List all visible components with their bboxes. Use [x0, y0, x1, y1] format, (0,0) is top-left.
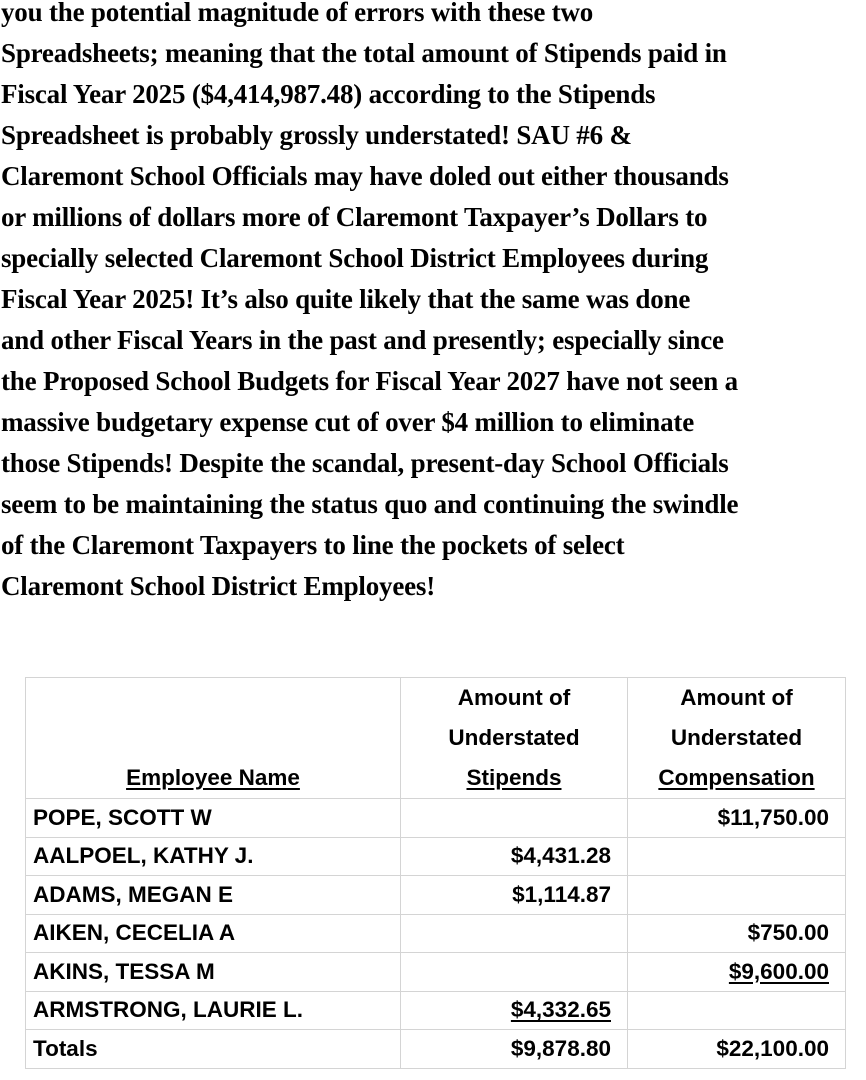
header-label: Employee Name [126, 765, 300, 790]
header-label: Understated [670, 725, 803, 750]
totals-label: Totals [26, 1030, 401, 1069]
paragraph-line: of the Claremont Taxpayers to line the pockets of select [1, 530, 625, 560]
stipend-amount [401, 991, 628, 1030]
compensation-amount [628, 991, 846, 1030]
total-compensation: $22,100.00 [628, 1030, 846, 1069]
table-row [26, 953, 846, 992]
paragraph-line: Spreadsheets; meaning that the total amount of Stipends paid in [1, 38, 727, 68]
table-row [26, 914, 846, 953]
table-row [26, 876, 846, 915]
compensation-amount [628, 837, 846, 876]
paragraph-line: and other Fiscal Years in the past and presently; especially since [1, 325, 724, 355]
paragraph-line: those Stipends! Despite the scandal, present-day School Officials [1, 448, 729, 478]
header-employee-name [26, 678, 401, 799]
header-label: Understated [448, 725, 580, 750]
paragraph-line: massive budgetary expense cut of over $4 million to eliminate [1, 407, 694, 437]
stipend-amount [401, 914, 628, 953]
employee-name: ADAMS, MEGAN E [26, 876, 401, 915]
paragraph-line: you the potential magnitude of errors with these two [1, 0, 594, 27]
compensation-amount: $750.00 [628, 914, 846, 953]
header-stipends [401, 678, 628, 799]
compensation-amount [628, 953, 846, 992]
total-stipends: $9,878.80 [401, 1030, 628, 1069]
header-label: Amount of [680, 685, 793, 710]
table-header-row [26, 678, 846, 799]
header-label: Stipends [466, 765, 562, 790]
stipend-amount: $4,431.28 [401, 837, 628, 876]
table-row [26, 991, 846, 1030]
stipend-amount [401, 953, 628, 992]
header-compensation [628, 678, 846, 799]
employee-name: POPE, SCOTT W [26, 799, 401, 838]
header-label: Compensation [658, 765, 815, 790]
table-row [26, 799, 846, 838]
stipend-amount: $1,114.87 [401, 876, 628, 915]
stipend-amount-value: $4,332.65 [510, 997, 611, 1023]
table-row [26, 837, 846, 876]
employee-name: AIKEN, CECELIA A [26, 914, 401, 953]
paragraph-line: Fiscal Year 2025! It’s also quite likely that the same was done [1, 284, 691, 314]
employee-name: AKINS, TESSA M [26, 953, 401, 992]
totals-row [26, 1030, 846, 1069]
paragraph-line: the Proposed School Budgets for Fiscal Year 2027 have not seen a [1, 366, 738, 396]
header-label: Amount of [457, 685, 571, 710]
understated-stipends-table [25, 677, 846, 1069]
paragraph-line: seem to be maintaining the status quo and continuing the swindle [1, 489, 739, 519]
compensation-amount [628, 876, 846, 915]
employee-name: AALPOEL, KATHY J. [26, 837, 401, 876]
paragraph-line: Claremont School Officials may have doled out either thousands [1, 161, 729, 191]
paragraph-line: specially selected Claremont School District Employees during [1, 243, 709, 273]
paragraph-line: Spreadsheet is probably grossly understated! SAU #6 & [1, 120, 632, 150]
paragraph-line: or millions of dollars more of Claremont Taxpayer’s Dollars to [1, 202, 708, 232]
body-paragraph [1, 0, 865, 607]
stipend-amount [401, 799, 628, 838]
employee-name: ARMSTRONG, LAURIE L. [26, 991, 401, 1030]
compensation-amount: $11,750.00 [628, 799, 846, 838]
paragraph-line: Fiscal Year 2025 ($4,414,987.48) according to the Stipends [1, 79, 656, 109]
compensation-amount-value: $9,600.00 [728, 958, 829, 984]
paragraph-line: Claremont School District Employees! [1, 571, 435, 601]
